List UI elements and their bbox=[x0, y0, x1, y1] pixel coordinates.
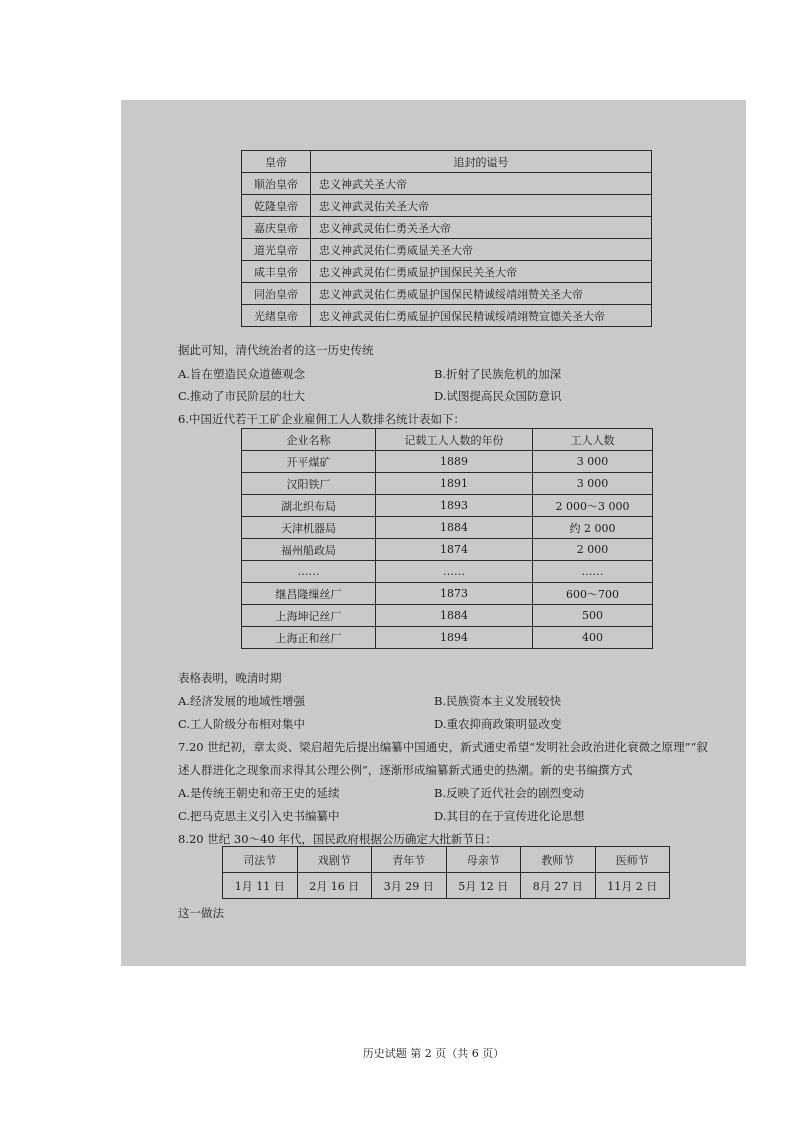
emperor-cell: 光绪皇帝 bbox=[242, 305, 311, 327]
festival-name: 医师节 bbox=[595, 847, 670, 873]
cell: 3 000 bbox=[533, 473, 653, 495]
emperor-cell: 咸丰皇帝 bbox=[242, 261, 311, 283]
column-header: 工人人数 bbox=[533, 429, 653, 451]
q5-option-c: C.推动了市民阶层的壮大 bbox=[178, 389, 306, 403]
cell: 约 2 000 bbox=[533, 517, 653, 539]
q7-option-a: A.是传统王朝史和帝王史的延续 bbox=[178, 786, 340, 800]
q6-after-text: 表格表明，晚清时期 bbox=[178, 671, 282, 685]
table-header-row bbox=[242, 429, 653, 451]
table-row bbox=[242, 239, 652, 261]
column-header: 记载工人人数的年份 bbox=[376, 429, 533, 451]
cell: 1894 bbox=[376, 627, 533, 649]
cell: 400 bbox=[533, 627, 653, 649]
q6-option-d: D.重农抑商政策明显改变 bbox=[434, 717, 562, 731]
q7-stem-line-2: 述人群进化之现象而求得其公理公例”，逐渐形成编纂新式通史的热潮。新的史书编撰方式 bbox=[178, 763, 633, 777]
q6-option-a: A.经济发展的地域性增强 bbox=[178, 694, 305, 708]
emperor-cell: 嘉庆皇帝 bbox=[242, 217, 311, 239]
cell: 1893 bbox=[376, 495, 533, 517]
exam-page bbox=[121, 100, 746, 1060]
festival-date: 2月 16 日 bbox=[297, 873, 372, 899]
q6-stem: 6.中国近代若干工矿企业雇佣工人人数排名统计表如下： bbox=[178, 412, 465, 426]
cell: 上海坤记丝厂 bbox=[242, 605, 376, 627]
q7-option-c: C.把马克思主义引入史书编纂中 bbox=[178, 809, 340, 823]
festival-name: 青年节 bbox=[372, 847, 447, 873]
cell: 天津机器局 bbox=[242, 517, 376, 539]
table-row bbox=[242, 627, 653, 649]
title-cell: 忠义神武灵佑仁勇威显护国保民关圣大帝 bbox=[311, 261, 652, 283]
table-row bbox=[242, 517, 653, 539]
title-cell: 忠义神武灵佑仁勇威显护国保民精诚绥靖翊赞宣德关圣大帝 bbox=[311, 305, 652, 327]
cell: 600～700 bbox=[533, 583, 653, 605]
cell: 汉阳铁厂 bbox=[242, 473, 376, 495]
table-row bbox=[242, 195, 652, 217]
column-header: 企业名称 bbox=[242, 429, 376, 451]
cell: …… bbox=[242, 561, 376, 583]
cell: 1873 bbox=[376, 583, 533, 605]
q5-option-b: B.折射了民族危机的加深 bbox=[434, 367, 562, 381]
q7-option-d: D.其目的在于宣传进化论思想 bbox=[434, 809, 585, 823]
cell: …… bbox=[376, 561, 533, 583]
festival-date: 3月 29 日 bbox=[372, 873, 447, 899]
workers-table bbox=[241, 428, 653, 649]
q7-stem-line-1: 7.20 世纪初，章太炎、梁启超先后提出编纂中国通史，新式通史希望“发明社会政治进化衰微之原理”“叙 bbox=[178, 740, 708, 754]
festival-date: 5月 12 日 bbox=[446, 873, 521, 899]
cell: 福州船政局 bbox=[242, 539, 376, 561]
cell: 湖北织布局 bbox=[242, 495, 376, 517]
table-header-row bbox=[242, 151, 652, 173]
table-row bbox=[242, 173, 652, 195]
q8-stem: 8.20 世纪 30～40 年代，国民政府根据公历确定大批新节日： bbox=[178, 832, 497, 846]
q5-option-d: D.试图提高民众国防意识 bbox=[434, 389, 562, 403]
q6-option-c: C.工人阶级分布相对集中 bbox=[178, 717, 306, 731]
page-footer: 历史试题 第 2 页（共 6 页） bbox=[362, 1047, 505, 1060]
festival-date-row bbox=[223, 873, 670, 899]
q5-option-a: A.旨在塑造民众道德观念 bbox=[178, 367, 305, 381]
cell: 1891 bbox=[376, 473, 533, 495]
table-row bbox=[242, 583, 653, 605]
title-cell: 忠义神武灵佑仁勇关圣大帝 bbox=[311, 217, 652, 239]
festival-date: 11月 2 日 bbox=[595, 873, 670, 899]
festival-date: 8月 27 日 bbox=[521, 873, 596, 899]
cell: 开平煤矿 bbox=[242, 451, 376, 473]
table-row bbox=[242, 561, 653, 583]
table-row bbox=[242, 605, 653, 627]
table-row bbox=[242, 305, 652, 327]
festival-table bbox=[222, 846, 670, 899]
q7-option-b: B.反映了近代社会的剧烈变动 bbox=[434, 786, 585, 800]
cell: 上海正和丝厂 bbox=[242, 627, 376, 649]
festival-name: 戏剧节 bbox=[297, 847, 372, 873]
q8-after-text: 这一做法 bbox=[178, 906, 224, 920]
column-header: 追封的谥号 bbox=[311, 151, 652, 173]
cell: 2 000 bbox=[533, 539, 653, 561]
table-row bbox=[242, 539, 653, 561]
title-cell: 忠义神武关圣大帝 bbox=[311, 173, 652, 195]
q6-option-b: B.民族资本主义发展较快 bbox=[434, 694, 562, 708]
title-cell: 忠义神武灵佑仁勇威显护国保民精诚绥靖翊赞关圣大帝 bbox=[311, 283, 652, 305]
column-header: 皇帝 bbox=[242, 151, 311, 173]
emperor-cell: 道光皇帝 bbox=[242, 239, 311, 261]
table-row bbox=[242, 451, 653, 473]
table-row bbox=[242, 283, 652, 305]
festival-name: 司法节 bbox=[223, 847, 298, 873]
cell: 500 bbox=[533, 605, 653, 627]
q5-stem: 据此可知，清代统治者的这一历史传统 bbox=[178, 343, 374, 357]
cell: 1884 bbox=[376, 605, 533, 627]
emperor-cell: 顺治皇帝 bbox=[242, 173, 311, 195]
festival-name: 母亲节 bbox=[446, 847, 521, 873]
cell: …… bbox=[533, 561, 653, 583]
cell: 1874 bbox=[376, 539, 533, 561]
table-row bbox=[242, 261, 652, 283]
festival-date: 1月 11 日 bbox=[223, 873, 298, 899]
festival-name: 教师节 bbox=[521, 847, 596, 873]
title-cell: 忠义神武灵佑仁勇威显关圣大帝 bbox=[311, 239, 652, 261]
table-row bbox=[242, 217, 652, 239]
emperor-cell: 乾隆皇帝 bbox=[242, 195, 311, 217]
cell: 1884 bbox=[376, 517, 533, 539]
table-row bbox=[242, 495, 653, 517]
title-cell: 忠义神武灵佑关圣大帝 bbox=[311, 195, 652, 217]
cell: 1889 bbox=[376, 451, 533, 473]
festival-name-row bbox=[223, 847, 670, 873]
cell: 3 000 bbox=[533, 451, 653, 473]
table-row bbox=[242, 473, 653, 495]
cell: 2 000～3 000 bbox=[533, 495, 653, 517]
emperor-title-table bbox=[241, 150, 652, 327]
cell: 继昌隆缫丝厂 bbox=[242, 583, 376, 605]
emperor-cell: 同治皇帝 bbox=[242, 283, 311, 305]
